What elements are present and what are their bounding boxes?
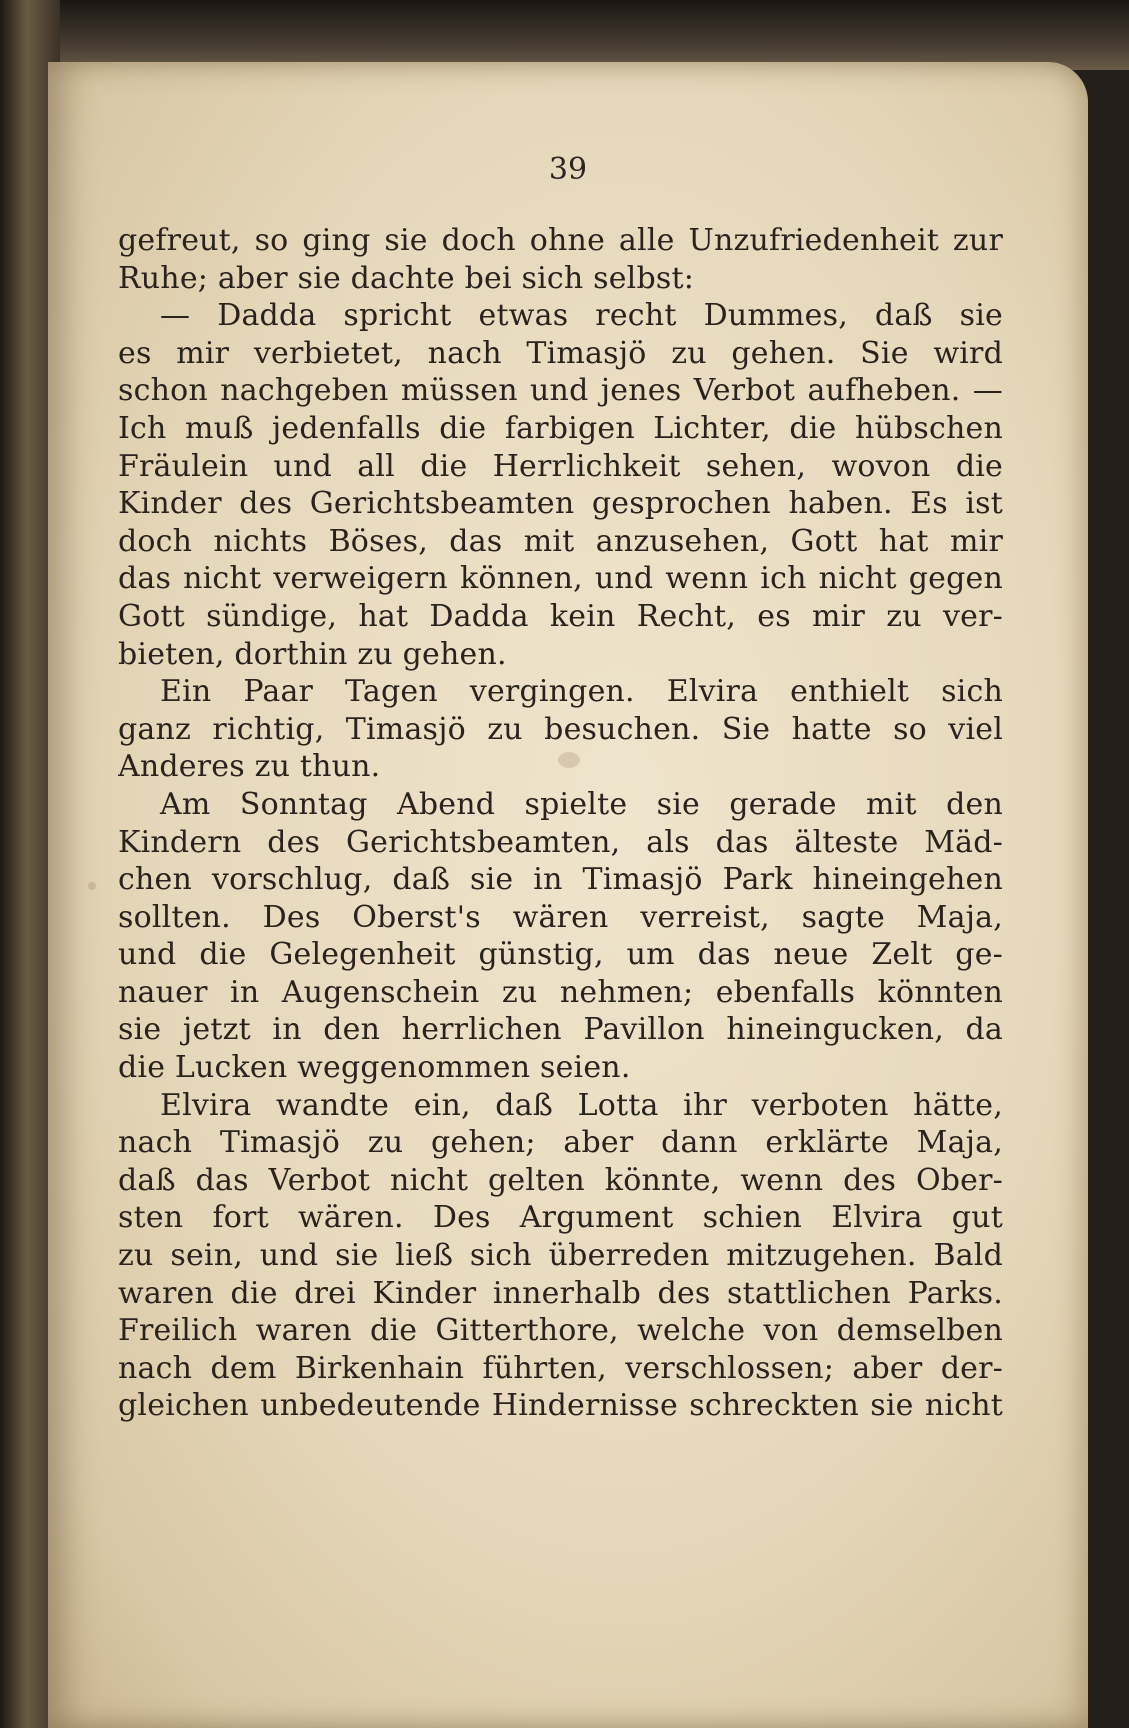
- text-line: zu sein, und sie ließ sich überreden mitzugehen. Bald: [118, 1238, 1003, 1274]
- text-line: Kindern des Gerichtsbeamten, als das älteste Mäd-: [118, 824, 1003, 860]
- text-line: waren die drei Kinder innerhalb des stattlichen Parks.: [118, 1275, 1003, 1311]
- text-line: sollten. Des Oberst's wären verreist, sagte Maja,: [118, 899, 1003, 935]
- text-line: ganz richtig, Timasjö zu besuchen. Sie hatte so viel: [118, 711, 1003, 747]
- text-line: die Lucken weggenommen seien.: [118, 1050, 631, 1086]
- text-line: Fräulein und all die Herrlichkeit sehen, wovon die: [118, 448, 1003, 484]
- text-line: daß das Verbot nicht gelten könnte, wenn des Ober-: [118, 1162, 1003, 1198]
- book-top-edge: [0, 0, 1129, 70]
- text-line: und die Gelegenheit günstig, um das neue Zelt ge-: [118, 937, 1003, 973]
- text-line: sten fort wären. Des Argument schien Elvira gut: [118, 1200, 1003, 1236]
- text-line: sie jetzt in den herrlichen Pavillon hineingucken, da: [118, 1012, 1003, 1048]
- text-line: Kinder des Gerichtsbeamten gesprochen haben. Es ist: [118, 486, 1003, 522]
- text-line: schon nachgeben müssen und jenes Verbot aufheben. —: [118, 373, 1003, 409]
- body-text: [118, 222, 1003, 1425]
- text-line: doch nichts Böses, das mit anzusehen, Gott hat mir: [118, 523, 1003, 559]
- text-line: Am Sonntag Abend spielte sie gerade mit den: [160, 786, 1003, 822]
- page-number: 39: [548, 152, 588, 187]
- text-line: gefreut, so ging sie doch ohne alle Unzufriedenheit zur: [118, 223, 1003, 258]
- text-line: gleichen unbedeutende Hindernisse schreckten sie nicht: [118, 1388, 1003, 1424]
- text-line: das nicht verweigern können, und wenn ich nicht gegen: [118, 561, 1003, 597]
- text-line: Ein Paar Tagen vergingen. Elvira enthielt sich: [160, 674, 1003, 710]
- text-line: es mir verbietet, nach Timasjö zu gehen. Sie wird: [118, 335, 1003, 371]
- text-line: Gott sündige, hat Dadda kein Recht, es mir zu ver-: [118, 598, 1003, 634]
- text-line: nach dem Birkenhain führten, verschlossen; aber der-: [118, 1350, 1003, 1386]
- text-line: — Dadda spricht etwas recht Dummes, daß sie: [160, 298, 1003, 334]
- text-line: Ich muß jedenfalls die farbigen Lichter, die hübschen: [118, 410, 1003, 446]
- book-page: [48, 62, 1088, 1728]
- text-line: Elvira wandte ein, daß Lotta ihr verboten hätte,: [160, 1087, 1003, 1123]
- text-line: Ruhe; aber sie dachte bei sich selbst:: [118, 260, 695, 296]
- text-line: bieten, dorthin zu gehen.: [118, 636, 507, 672]
- text-line: Freilich waren die Gitterthore, welche von demselben: [118, 1313, 1003, 1349]
- text-line: Anderes zu thun.: [118, 749, 381, 785]
- text-line: nach Timasjö zu gehen; aber dann erklärte Maja,: [118, 1125, 1003, 1161]
- ink-dot: [88, 882, 96, 890]
- text-line: nauer in Augenschein zu nehmen; ebenfalls könnten: [118, 974, 1003, 1010]
- text-line: chen vorschlug, daß sie in Timasjö Park hineingehen: [118, 862, 1003, 898]
